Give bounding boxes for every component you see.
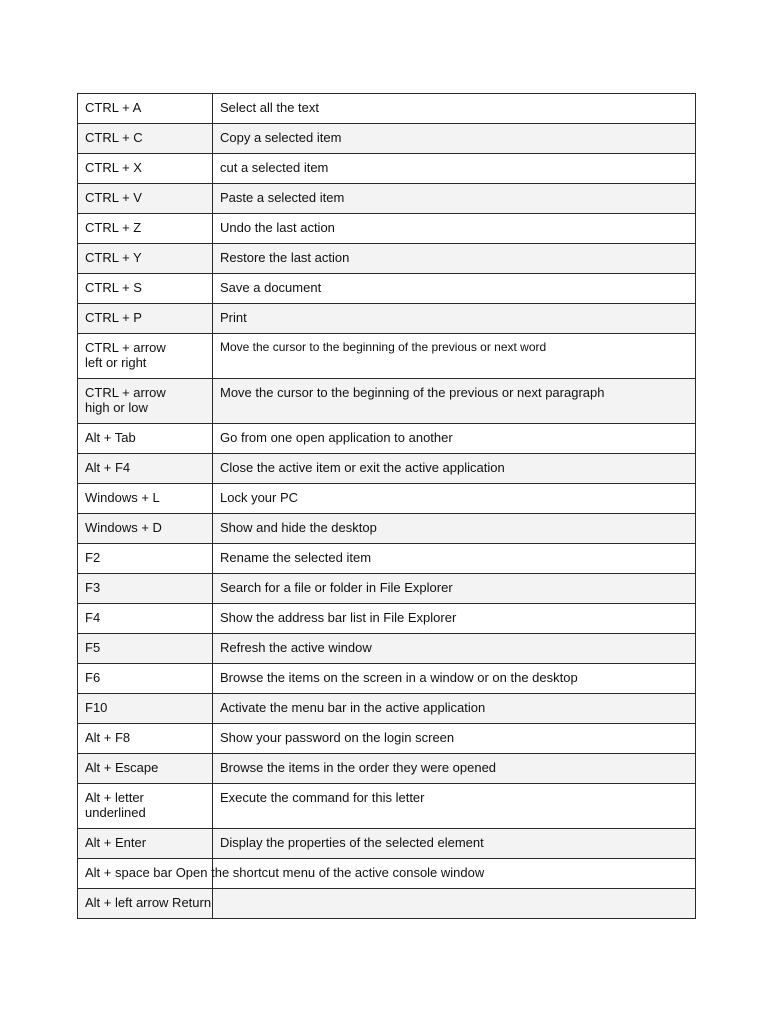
shortcut-action: Undo the last action	[213, 214, 696, 244]
table-row	[78, 424, 696, 454]
shortcut-action: Browse the items in the order they were opened	[213, 754, 696, 784]
shortcut-keys: Alt + space bar Open the shortcut menu of the active console window	[78, 859, 213, 889]
shortcut-keys: CTRL + Y	[78, 244, 213, 274]
shortcut-keys: CTRL + X	[78, 154, 213, 184]
shortcut-action: cut a selected item	[213, 154, 696, 184]
shortcut-action: Paste a selected item	[213, 184, 696, 214]
shortcut-action: Save a document	[213, 274, 696, 304]
table-row	[78, 184, 696, 214]
shortcut-action: Show the address bar list in File Explorer	[213, 604, 696, 634]
shortcut-action: Select all the text	[213, 94, 696, 124]
shortcut-keys: CTRL + A	[78, 94, 213, 124]
table-row	[78, 544, 696, 574]
table-row	[78, 124, 696, 154]
table-row	[78, 634, 696, 664]
table-row	[78, 829, 696, 859]
shortcut-action: Go from one open application to another	[213, 424, 696, 454]
shortcut-keys: CTRL + S	[78, 274, 213, 304]
shortcut-keys: Windows + L	[78, 484, 213, 514]
shortcut-action: Execute the command for this letter	[213, 784, 696, 829]
shortcut-action: Move the cursor to the beginning of the previous or next word	[213, 334, 696, 379]
shortcut-keys: F2	[78, 544, 213, 574]
shortcut-action: Refresh the active window	[213, 634, 696, 664]
table-row	[78, 514, 696, 544]
table-row	[78, 454, 696, 484]
shortcut-keys: Alt + Escape	[78, 754, 213, 784]
shortcut-keys: CTRL + C	[78, 124, 213, 154]
table-row	[78, 889, 696, 919]
shortcut-action: Browse the items on the screen in a window or on the desktop	[213, 664, 696, 694]
table-row	[78, 754, 696, 784]
shortcut-keys: F4	[78, 604, 213, 634]
shortcut-keys: Windows + D	[78, 514, 213, 544]
shortcut-action	[213, 889, 696, 919]
shortcuts-table	[77, 93, 696, 919]
shortcut-keys: CTRL + arrow high or low	[78, 379, 213, 424]
table-row	[78, 334, 696, 379]
table-row	[78, 274, 696, 304]
shortcut-keys: CTRL + V	[78, 184, 213, 214]
shortcut-action: Search for a file or folder in File Explorer	[213, 574, 696, 604]
table-row	[78, 304, 696, 334]
shortcut-keys: Alt + Tab	[78, 424, 213, 454]
table-row	[78, 244, 696, 274]
shortcut-action: Copy a selected item	[213, 124, 696, 154]
shortcut-keys: CTRL + P	[78, 304, 213, 334]
table-row	[78, 484, 696, 514]
shortcut-action: Show your password on the login screen	[213, 724, 696, 754]
table-row	[78, 154, 696, 184]
table-row	[78, 724, 696, 754]
shortcut-action: Restore the last action	[213, 244, 696, 274]
shortcut-keys: CTRL + arrow left or right	[78, 334, 213, 379]
shortcut-keys: F5	[78, 634, 213, 664]
shortcut-keys: F10	[78, 694, 213, 724]
shortcut-action: Lock your PC	[213, 484, 696, 514]
table-row	[78, 214, 696, 244]
table-row	[78, 574, 696, 604]
shortcut-action: Show and hide the desktop	[213, 514, 696, 544]
shortcut-action: Activate the menu bar in the active application	[213, 694, 696, 724]
table-row	[78, 379, 696, 424]
table-row	[78, 94, 696, 124]
shortcut-keys: F3	[78, 574, 213, 604]
shortcut-keys: F6	[78, 664, 213, 694]
shortcut-action: Rename the selected item	[213, 544, 696, 574]
table-row	[78, 664, 696, 694]
shortcut-action: Move the cursor to the beginning of the previous or next paragraph	[213, 379, 696, 424]
shortcut-keys: Alt + Enter	[78, 829, 213, 859]
shortcut-keys: Alt + F4	[78, 454, 213, 484]
shortcut-keys: Alt + left arrow Return	[78, 889, 213, 919]
shortcut-action: Display the properties of the selected element	[213, 829, 696, 859]
shortcut-keys: Alt + letter underlined	[78, 784, 213, 829]
shortcut-action: Print	[213, 304, 696, 334]
shortcut-action: Close the active item or exit the active application	[213, 454, 696, 484]
table-row	[78, 694, 696, 724]
shortcut-keys: Alt + F8	[78, 724, 213, 754]
table-row	[78, 859, 696, 889]
shortcut-keys: CTRL + Z	[78, 214, 213, 244]
table-row	[78, 604, 696, 634]
table-row	[78, 784, 696, 829]
